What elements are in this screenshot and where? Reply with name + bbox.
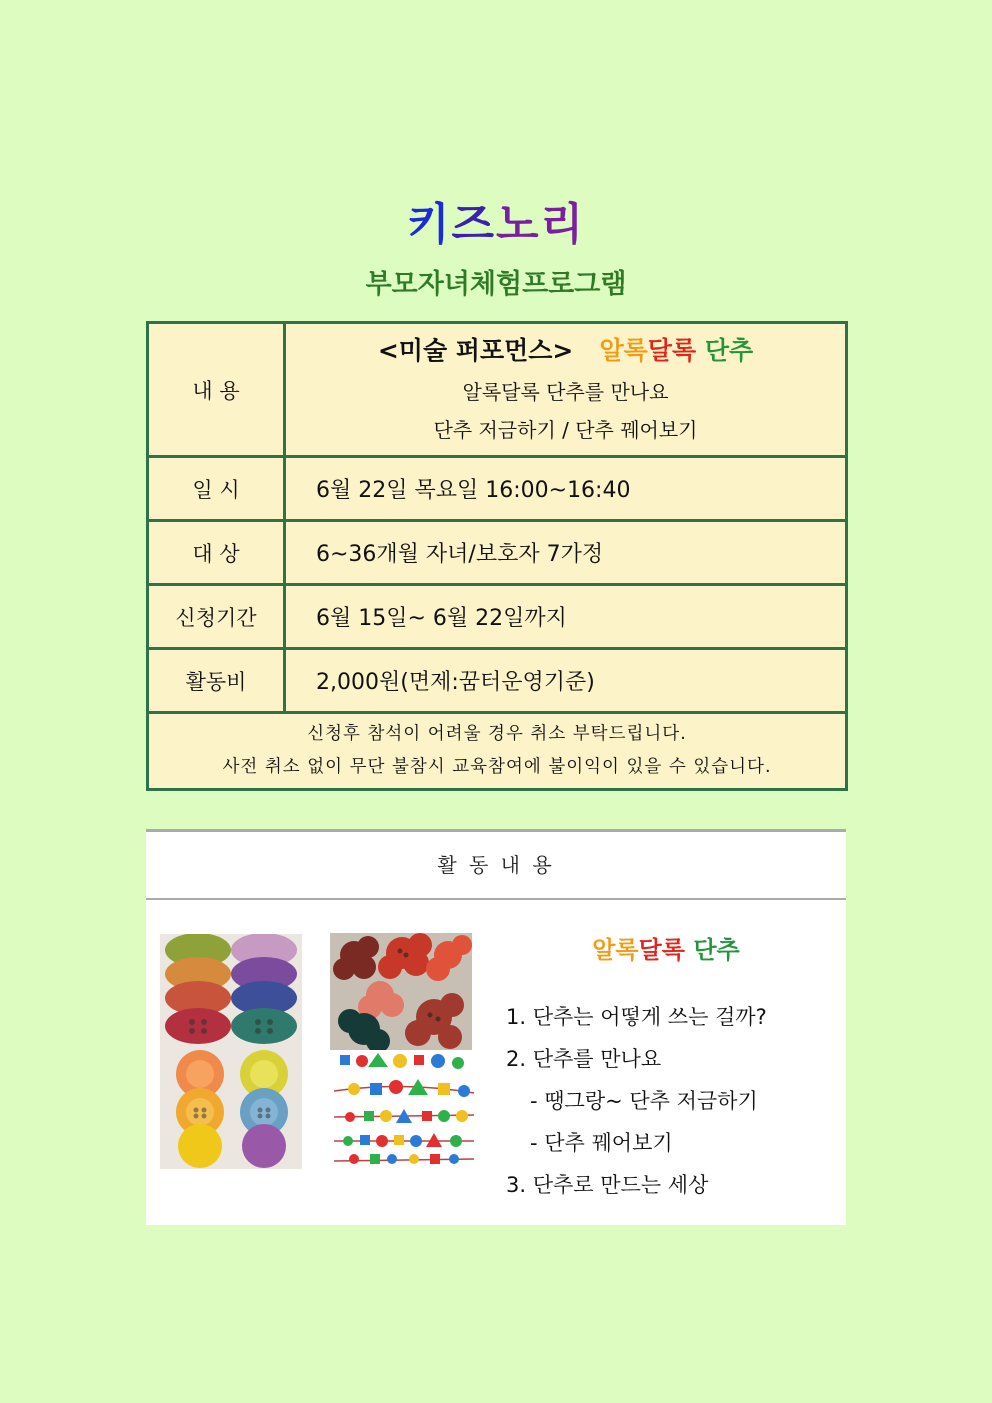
content-prefix: <미술 퍼포먼스>	[377, 335, 574, 365]
content-word-a: 알록	[599, 335, 648, 365]
notice-row	[148, 713, 847, 790]
beads-art	[330, 1051, 478, 1169]
content-line-3: 단추 저금하기 / 단추 꿰어보기	[433, 417, 698, 442]
title-part-1: 키	[406, 199, 452, 250]
fee-label: 활동비	[148, 649, 285, 713]
activity-title-c: 단추	[693, 936, 740, 964]
content-label: 내 용	[148, 323, 285, 457]
list-item: 2. 단추를 만나요	[506, 1047, 662, 1071]
activity-heading: 활 동 내 용	[146, 832, 846, 900]
period-row	[148, 585, 847, 649]
activity-title-a: 알록	[592, 936, 639, 964]
period-label: 신청기간	[148, 585, 285, 649]
target-label: 대 상	[148, 521, 285, 585]
info-table	[146, 321, 848, 791]
title-part-3: 노리	[496, 199, 586, 250]
activity-title	[536, 930, 796, 965]
list-item: 1. 단추는 어떻게 쓰는 걸까?	[506, 1005, 767, 1029]
fee-row	[148, 649, 847, 713]
flower-buttons-photo	[330, 933, 472, 1050]
notice-line-1: 신청후 참석이 어려울 경우 취소 부탁드립니다.	[307, 724, 687, 744]
content-word-b: 달록	[647, 335, 697, 365]
target-row	[148, 521, 847, 585]
activity-section	[146, 829, 846, 1225]
notice-cell	[148, 713, 847, 790]
content-line-2: 알록달록 단추를 만나요	[462, 379, 669, 404]
page-title	[0, 188, 992, 252]
flower-buttons-art	[330, 933, 472, 1050]
date-value: 6월 22일 목요일 16:00~16:40	[285, 457, 847, 521]
list-item: - 단추 꿰어보기	[530, 1131, 673, 1155]
list-item: - 땡그랑~ 단추 저금하기	[530, 1089, 758, 1113]
content-word-c: 단추	[704, 335, 754, 365]
date-row	[148, 457, 847, 521]
fee-value: 2,000원(면제:꿈터운영기준)	[285, 649, 847, 713]
title-part-2: 즈	[451, 199, 496, 250]
date-label: 일 시	[148, 457, 285, 521]
beads-photo	[330, 1051, 478, 1169]
activity-title-b: 달록	[638, 936, 685, 964]
buttons-photo-art	[160, 934, 302, 1169]
notice-line-2: 사전 취소 없이 무단 불참시 교육참여에 불이익이 있을 수 있습니다.	[222, 757, 772, 777]
list-item: 3. 단추로 만드는 세상	[506, 1173, 709, 1197]
page-subtitle: 부모자녀체험프로그램	[365, 269, 627, 300]
target-value: 6~36개월 자녀/보호자 7가정	[285, 521, 847, 585]
content-cell	[285, 323, 847, 457]
period-value: 6월 15일~ 6월 22일까지	[285, 585, 847, 649]
content-row	[148, 323, 847, 457]
activity-list	[506, 996, 767, 1206]
content-headline	[287, 331, 844, 367]
buttons-photo	[160, 934, 302, 1169]
